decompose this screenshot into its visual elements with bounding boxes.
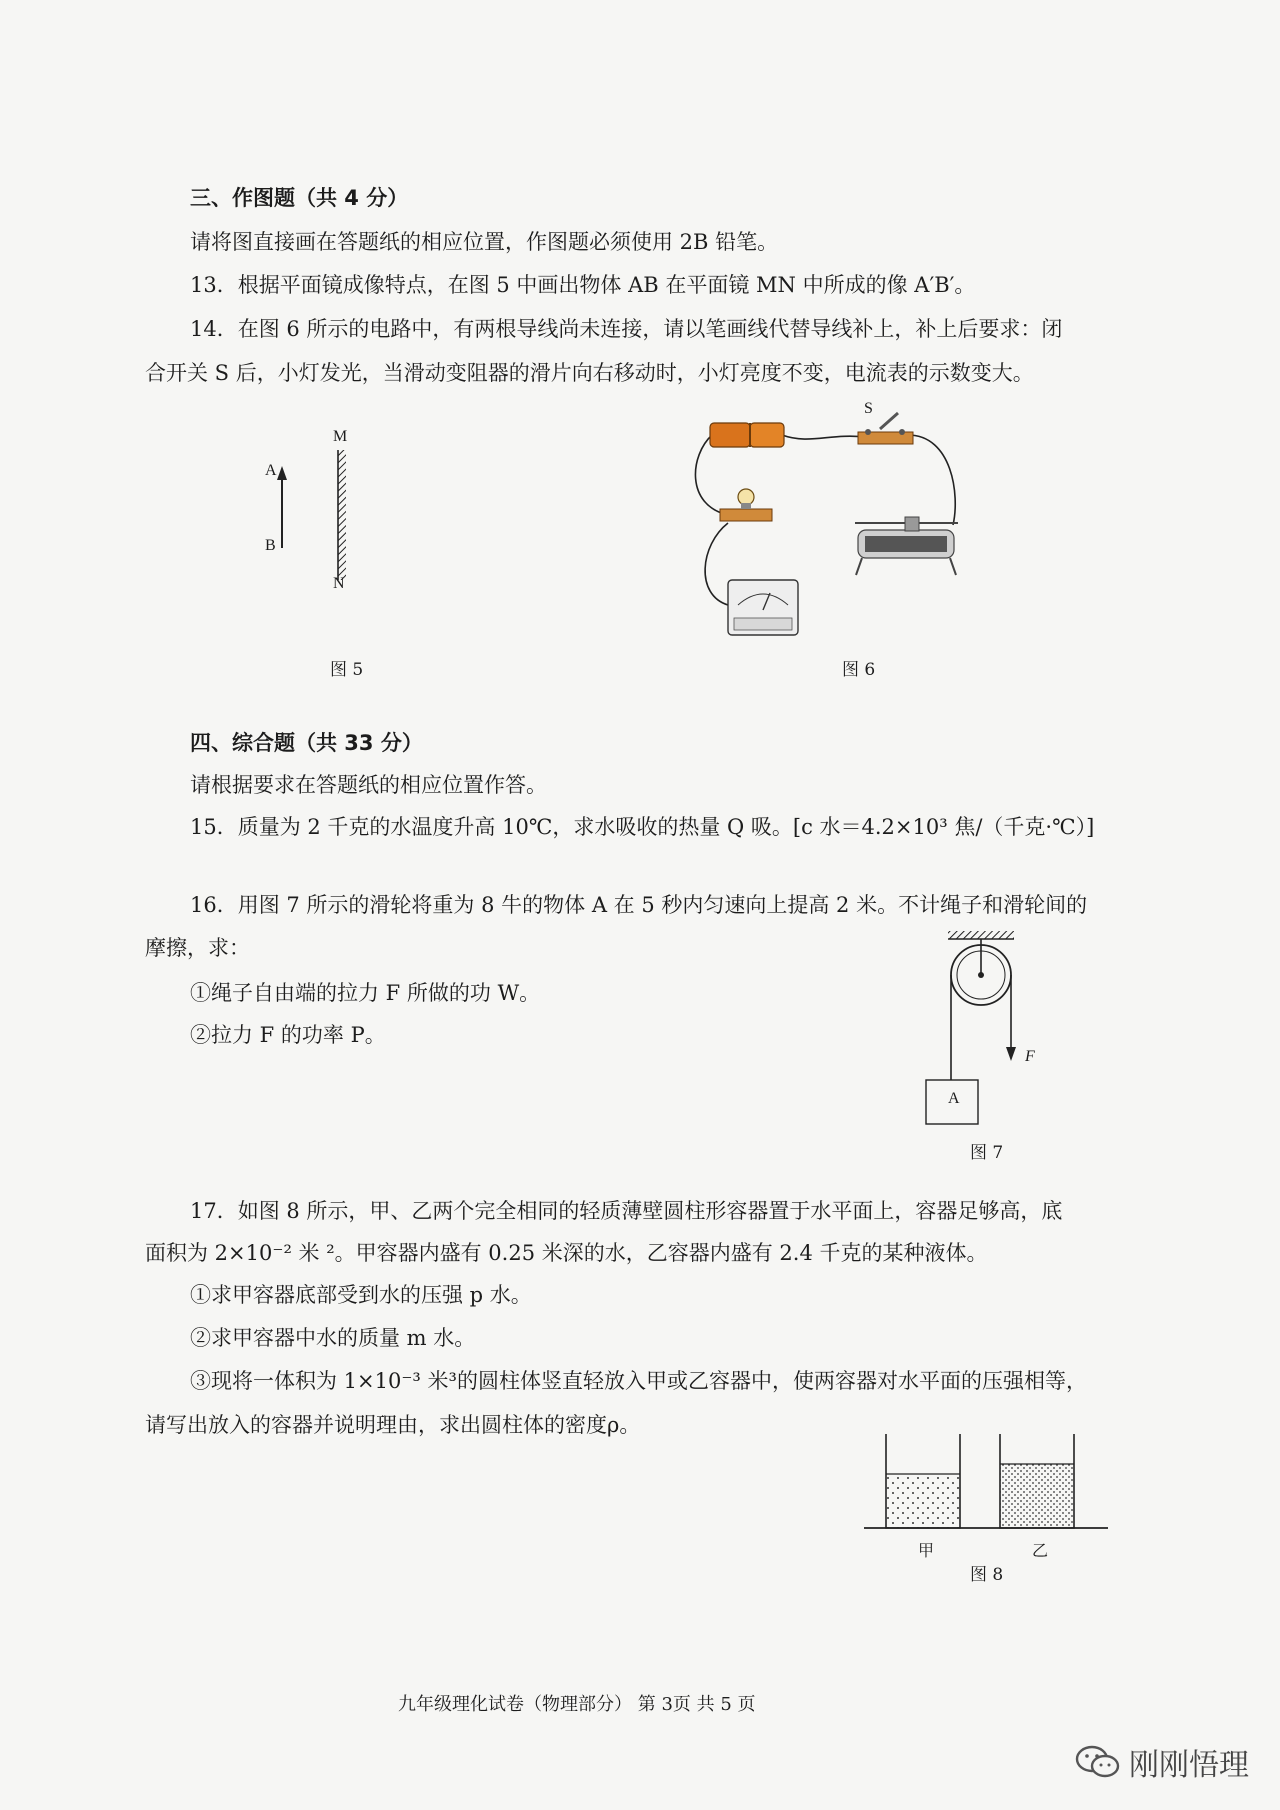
- fig5-caption: 图 5: [330, 660, 364, 680]
- liquid-unknown: [1000, 1464, 1074, 1528]
- battery-icon: [710, 423, 784, 447]
- question-15: 15．质量为 2 千克的水温度升高 10℃，求水吸收的热量 Q 吸。[c 水＝4.2×10³ 焦/（千克·℃）]: [190, 815, 1095, 839]
- section4-title: 四、综合题（共 33 分）: [190, 731, 423, 755]
- arrowhead: [277, 466, 287, 480]
- figure-5: [250, 430, 390, 600]
- fig8-label-yi: 乙: [1032, 1543, 1049, 1560]
- section3-title: 三、作图题（共 4 分）: [190, 186, 409, 210]
- fig6-label-S: S: [864, 400, 873, 417]
- question-14-line1: 14．在图 6 所示的电路中，有两根导线尚未连接，请以笔画线代替导线补上，补上后要求：闭: [190, 317, 1063, 341]
- section3-instruction: 请将图直接画在答题纸的相应位置，作图题必须使用 2B 铅笔。: [190, 230, 779, 254]
- question-17-a: ①求甲容器底部受到水的压强 p 水。: [190, 1283, 532, 1307]
- question-16-line1: 16．用图 7 所示的滑轮将重为 8 牛的物体 A 在 5 秒内匀速向上提高 2 米。不计绳子和滑轮间的: [190, 893, 1088, 917]
- question-16-a: ①绳子自由端的拉力 F 所做的功 W。: [190, 981, 541, 1005]
- fig5-label-B: B: [265, 537, 276, 554]
- fig6-caption: 图 6: [842, 660, 876, 680]
- question-17-c: ③现将一体积为 1×10⁻³ 米³的圆柱体竖直轻放入甲或乙容器中，使两容器对水平面的压强相等，: [190, 1369, 1087, 1393]
- ceiling: [948, 931, 1014, 939]
- page-footer: 九年级理化试卷（物理部分） 第 3页 共 5 页: [398, 1694, 756, 1715]
- fig7-label-A: A: [948, 1090, 960, 1107]
- liquid-water: [886, 1474, 960, 1528]
- fig8-caption: 图 8: [970, 1565, 1004, 1585]
- question-14-line2: 合开关 S 后，小灯发光，当滑动变阻器的滑片向右移动时，小灯亮度不变，电流表的示数变大。: [145, 361, 1034, 385]
- figure-7: [920, 925, 1070, 1125]
- section4-instruction: 请根据要求在答题纸的相应位置作答。: [190, 773, 547, 797]
- fig8-label-jia: 甲: [918, 1543, 935, 1560]
- question-13: 13．根据平面镜成像特点，在图 5 中画出物体 AB 在平面镜 MN 中所成的像 A′B′。: [190, 273, 976, 297]
- wire-switch-rheostat: [908, 435, 955, 525]
- question-17-line1: 17．如图 8 所示，甲、乙两个完全相同的轻质薄壁圆柱形容器置于水平面上，容器足够高，底: [190, 1199, 1063, 1223]
- force-arrowhead: [1006, 1047, 1016, 1061]
- fig7-label-F: F: [1025, 1048, 1035, 1065]
- mirror-hatching: [338, 450, 346, 580]
- figure-8: [860, 1430, 1120, 1550]
- figure-6: [690, 405, 990, 650]
- wechat-icon: [1075, 1744, 1121, 1780]
- watermark: [1075, 1740, 1249, 1784]
- ammeter-icon: [728, 580, 798, 635]
- lamp-icon: [720, 489, 772, 521]
- wire-battery-switch: [782, 435, 865, 439]
- question-17-d: 请写出放入的容器并说明理由，求出圆柱体的密度ρ。: [145, 1413, 641, 1437]
- watermark-text: 刚刚悟理: [1129, 1748, 1249, 1783]
- fig5-label-M: M: [333, 428, 348, 445]
- question-17-b: ②求甲容器中水的质量 m 水。: [190, 1326, 476, 1350]
- question-16-line2: 摩擦，求：: [145, 936, 250, 960]
- fig5-label-N: N: [333, 575, 345, 592]
- question-17-line2: 面积为 2×10⁻² 米 ²。甲容器内盛有 0.25 米深的水，乙容器内盛有 2.4 千克的某种液体。: [145, 1241, 988, 1265]
- wire-lamp-ammeter: [705, 523, 728, 605]
- fig7-caption: 图 7: [970, 1143, 1004, 1163]
- question-16-b: ②拉力 F 的功率 P。: [190, 1023, 386, 1047]
- rheostat-icon: [855, 517, 958, 575]
- fig5-label-A: A: [265, 462, 277, 479]
